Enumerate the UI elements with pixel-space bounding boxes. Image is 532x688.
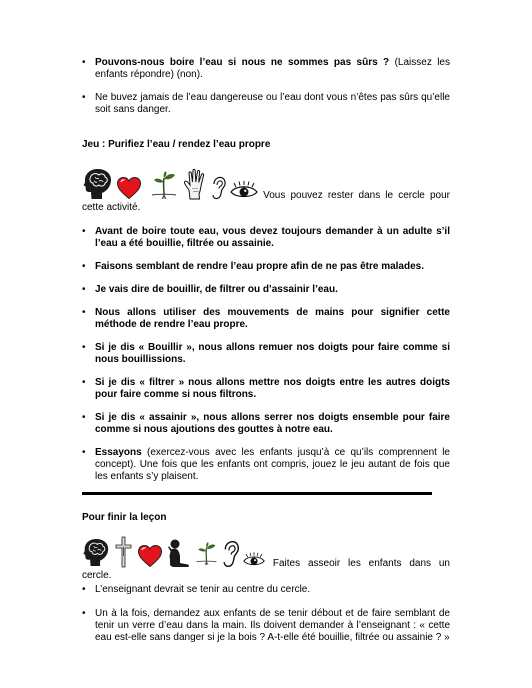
bullet-bold-text: Essayons <box>95 447 142 458</box>
game-heading: Jeu : Purifiez l’eau / rendez l’eau propre <box>82 139 271 150</box>
page-content <box>82 57 450 644</box>
sprout-icon <box>150 170 178 200</box>
bullet-bold-text: Si je dis « filtrer » nous allons mettre nos doigts entre les autres doigts pour faire comme si nous filtrons. <box>95 377 450 400</box>
list-item <box>82 57 450 81</box>
list-item <box>82 584 450 596</box>
praying-person-icon <box>166 538 190 568</box>
list-item <box>82 342 450 366</box>
ending-intro <box>82 536 450 582</box>
bullet-text: Ne buvez jamais de l’eau dangereuse ou l’eau dont vous n’êtes pas sûrs qu’elle soit sans danger. <box>95 92 450 115</box>
bullet-bold-text: Si je dis « Bouillir », nous allons remuer nos doigts pour faire comme si nous bouillissions. <box>95 342 450 365</box>
hand-icon <box>183 168 207 200</box>
list-item <box>82 608 450 644</box>
list-item <box>82 412 450 436</box>
ending-bullet-list <box>82 584 450 644</box>
bullet-bold-text: Pouvons-nous boire l’eau si nous ne sommes pas sûrs ? <box>95 57 390 68</box>
list-item <box>82 377 450 401</box>
head-icon <box>82 537 110 568</box>
eye-icon <box>230 180 258 200</box>
intro-bullet-list <box>82 57 450 116</box>
bullet-text: L’enseignant devrait se tenir au centre du cercle. <box>95 584 311 595</box>
bullet-text: (exercez-vous avec les enfants jusqu’à ce qu’ils comprennent le concept). Une fois que les enfants ont compris, jouez le jeu autant de fois que les enfants s’y plaisent. <box>95 447 450 482</box>
list-item <box>82 307 450 331</box>
heart-icon <box>116 176 142 200</box>
list-item <box>82 261 450 273</box>
list-item <box>82 447 450 483</box>
bullet-text: (Laissez les enfants répondre) (non). <box>95 57 450 80</box>
ear-icon <box>220 540 240 568</box>
eye-icon <box>243 551 265 568</box>
game-bullet-list <box>82 226 450 483</box>
ending-heading: Pour finir la leçon <box>82 512 167 523</box>
list-item <box>82 226 450 250</box>
heart-icon <box>137 544 163 568</box>
ear-icon <box>210 176 226 200</box>
bullet-bold-text: Je vais dire de bouillir, de filtrer ou d’assainir l’eau. <box>95 284 338 295</box>
cross-icon <box>115 536 132 568</box>
bullet-bold-text: Nous allons utiliser des mouvements de mains pour signifier cette méthode de rendre l’eau propre. <box>95 307 450 330</box>
sprout-icon <box>195 539 218 568</box>
ending-intro-text: Faites asseoir les enfants dans un cercle. <box>82 558 450 581</box>
bullet-text: Un à la fois, demandez aux enfants de se tenir débout et de faire semblant de tenir un verre d’eau dans la main. Ils doivent demander à l’enseignant : « cette eau est-elle sans danger si je la bois ? A-t-elle été bouillie, filtrée ou assainie ? » <box>95 608 450 643</box>
head-icon <box>82 168 113 200</box>
game-intro-text: Vous pouvez rester dans le cercle pour cette activité. <box>82 190 450 213</box>
game-intro <box>82 168 450 214</box>
list-item <box>82 284 450 296</box>
bullet-bold-text: Faisons semblant de rendre l’eau propre afin de ne pas être malades. <box>95 261 424 272</box>
bullet-bold-text: Avant de boire toute eau, vous devez toujours demander à un adulte s’il l’eau a été bouillie, filtrée ou assainie. <box>95 226 450 249</box>
bullet-bold-text: Si je dis « assainir », nous allons serrer nos doigts ensemble pour faire comme si nous ajoutions des gouttes à notre eau. <box>95 412 450 435</box>
list-item <box>82 92 450 116</box>
section-divider <box>82 492 432 495</box>
